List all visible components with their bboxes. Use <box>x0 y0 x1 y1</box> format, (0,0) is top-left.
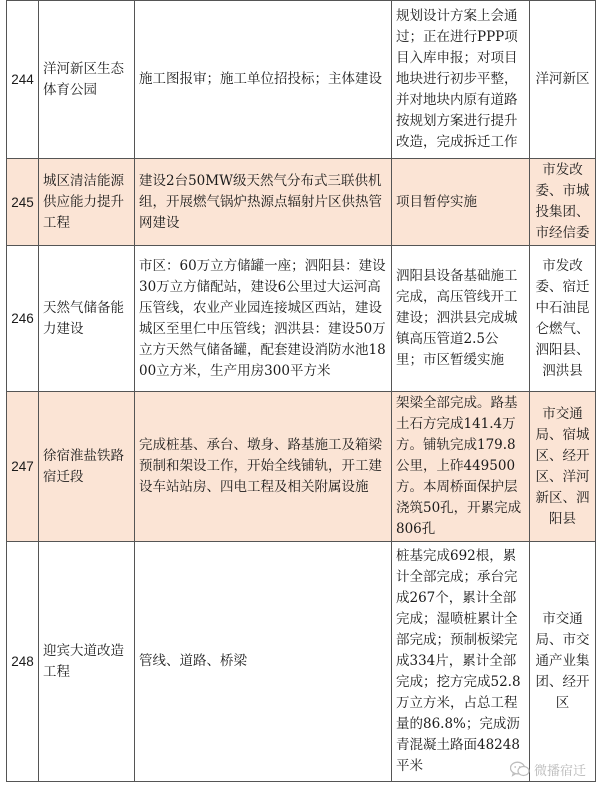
watermark-text: 微播宿迁 <box>533 764 586 779</box>
project-name: 迎宾大道改造工程 <box>39 542 135 782</box>
project-name: 天然气储备能力建设 <box>39 246 135 392</box>
responsible-unit: 洋河新区 <box>530 1 596 159</box>
project-table <box>6 0 596 782</box>
table-row <box>7 542 596 782</box>
construction-content: 完成桩基、承台、墩身、路基施工及箱梁预制和架设工作，开始全线铺轨，开工建设车站站房、四电工程及相关附属设施 <box>135 392 392 542</box>
construction-content: 建设2台50MW级天然气分布式三联供机组，开展燃气锅炉热源点辐射片区供热管网建设 <box>135 159 392 246</box>
row-number: 245 <box>7 159 39 246</box>
responsible-unit: 市发改委、宿迁中石油昆仑燃气、泗阳县、泗洪县 <box>530 246 596 392</box>
construction-content: 施工图报审；施工单位招投标；主体建设 <box>135 1 392 159</box>
progress-text: 桩基完成692根，累计全部完成；承台完成267个，累计全部完成；湿喷桩累计全部完成；预制板梁完成334片，累计全部完成；挖方完成52.8万立方米，占总工程量的86.8%；完成沥青混凝土路面48248平米 <box>392 542 530 782</box>
project-name: 城区清洁能源供应能力提升工程 <box>39 159 135 246</box>
wechat-icon <box>510 761 530 778</box>
row-number: 247 <box>7 392 39 542</box>
responsible-unit: 市交通局、宿城区、经开区、洋河新区、泗阳县 <box>530 392 596 542</box>
watermark <box>510 760 586 779</box>
responsible-unit: 市发改委、市城投集团、市经信委 <box>530 159 596 246</box>
row-number: 248 <box>7 542 39 782</box>
table-row <box>7 246 596 392</box>
project-name: 徐宿淮盐铁路宿迁段 <box>39 392 135 542</box>
progress-text: 架梁全部完成。路基土石方完成141.4万方。铺轨完成179.8公里，上砟449500方。本周桥面保护层浇筑50孔，开累完成806孔 <box>392 392 530 542</box>
table-row <box>7 159 596 246</box>
row-number: 244 <box>7 1 39 159</box>
construction-content: 管线、道路、桥梁 <box>135 542 392 782</box>
project-name: 洋河新区生态体育公园 <box>39 1 135 159</box>
row-number: 246 <box>7 246 39 392</box>
responsible-unit: 市交通局、市交通产业集团、经开区 <box>530 542 596 782</box>
progress-text: 项目暂停实施 <box>392 159 530 246</box>
progress-text: 规划设计方案上会通过；正在进行PPP项目入库申报；对项目地块进行初步平整，并对地块内原有道路按规划方案进行提升改造，完成拆迁工作 <box>392 1 530 159</box>
table-row <box>7 1 596 159</box>
construction-content: 市区：60万立方储罐一座；泗阳县：建设30万立方储配站，建设6公里过大运河高压管线，农业产业园连接城区西站，建设城区至里仁中压管线；泗洪县：建设50万立方天然气储备罐，配套建设消防水池1800立方米，生产用房300平方米 <box>135 246 392 392</box>
table-row <box>7 392 596 542</box>
progress-text: 泗阳县设备基础施工完成，高压管线开工建设；泗洪县完成城镇高压管道2.5公里；市区暂缓实施 <box>392 246 530 392</box>
